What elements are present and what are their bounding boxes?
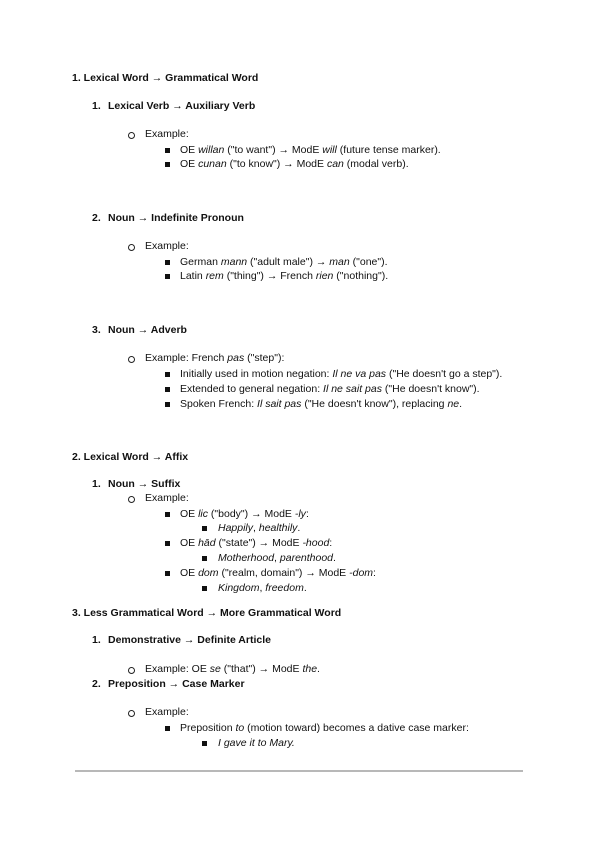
circle-bullet-icon — [128, 356, 135, 363]
list-item: OE hād ("state") → ModE -hood: — [180, 537, 333, 549]
list-number: 2. — [92, 212, 101, 224]
square-bullet-icon — [165, 387, 170, 392]
square-bullet-icon — [165, 148, 170, 153]
subheading-demonstrative: Demonstrative → Definite Article — [108, 634, 271, 646]
square-bullet-icon — [165, 726, 170, 731]
list-number: 1. — [92, 100, 101, 112]
list-item: German mann ("adult male") → man ("one"). — [180, 256, 388, 268]
square-bullet-icon — [202, 741, 207, 746]
square-bullet-icon — [165, 402, 170, 407]
list-item: Happily, healthily. — [218, 522, 301, 534]
list-item: OE lic ("body") → ModE -ly: — [180, 508, 309, 520]
horizontal-divider — [75, 770, 523, 772]
square-bullet-icon — [202, 556, 207, 561]
list-number: 1. — [92, 478, 101, 490]
square-bullet-icon — [165, 571, 170, 576]
list-item: Latin rem ("thing") → French rien ("nothing"). — [180, 270, 389, 282]
square-bullet-icon — [165, 274, 170, 279]
square-bullet-icon — [165, 260, 170, 265]
list-item: OE willan ("to want") → ModE will (future tense marker). — [180, 144, 441, 156]
circle-bullet-icon — [128, 244, 135, 251]
subheading-preposition: Preposition → Case Marker — [108, 678, 245, 690]
list-item: Kingdom, freedom. — [218, 582, 307, 594]
example-label: Example: — [145, 492, 189, 504]
example-label: Example: OE se ("that") → ModE the. — [145, 663, 320, 675]
section-3-title: 3. Less Grammatical Word → More Grammatical Word — [72, 607, 342, 619]
list-item: Extended to general negation: Il ne sait pas ("He doesn't know"). — [180, 383, 480, 395]
subheading-noun-adverb: Noun → Adverb — [108, 324, 187, 336]
square-bullet-icon — [165, 372, 170, 377]
subheading-noun-suffix: Noun → Suffix — [108, 478, 181, 490]
list-item: Spoken French: Il sait pas ("He doesn't know"), replacing ne. — [180, 398, 463, 410]
example-label: Example: French pas ("step"): — [145, 352, 285, 364]
list-item: OE cunan ("to know") → ModE can (modal verb). — [180, 158, 409, 170]
section-2-title: 2. Lexical Word → Affix — [72, 451, 189, 463]
list-number: 3. — [92, 324, 101, 336]
list-item: OE dom ("realm, domain") → ModE -dom: — [180, 567, 376, 579]
list-item: Preposition to (motion toward) becomes a dative case marker: — [180, 722, 469, 734]
circle-bullet-icon — [128, 496, 135, 503]
example-label: Example: — [145, 706, 189, 718]
example-label: Example: — [145, 240, 189, 252]
list-number: 2. — [92, 678, 101, 690]
square-bullet-icon — [165, 162, 170, 167]
list-number: 1. — [92, 634, 101, 646]
example-label: Example: — [145, 128, 189, 140]
square-bullet-icon — [165, 541, 170, 546]
list-item: Motherhood, parenthood. — [218, 552, 336, 564]
section-1-title: 1. Lexical Word → Grammatical Word — [72, 72, 259, 84]
circle-bullet-icon — [128, 667, 135, 674]
list-item: Initially used in motion negation: Il ne va pas ("He doesn't go a step"). — [180, 368, 503, 380]
square-bullet-icon — [202, 526, 207, 531]
circle-bullet-icon — [128, 710, 135, 717]
square-bullet-icon — [165, 512, 170, 517]
subheading-lexical-verb: Lexical Verb → Auxiliary Verb — [108, 100, 256, 112]
list-item: I gave it to Mary. — [218, 737, 295, 749]
square-bullet-icon — [202, 586, 207, 591]
circle-bullet-icon — [128, 132, 135, 139]
subheading-noun-pronoun: Noun → Indefinite Pronoun — [108, 212, 244, 224]
